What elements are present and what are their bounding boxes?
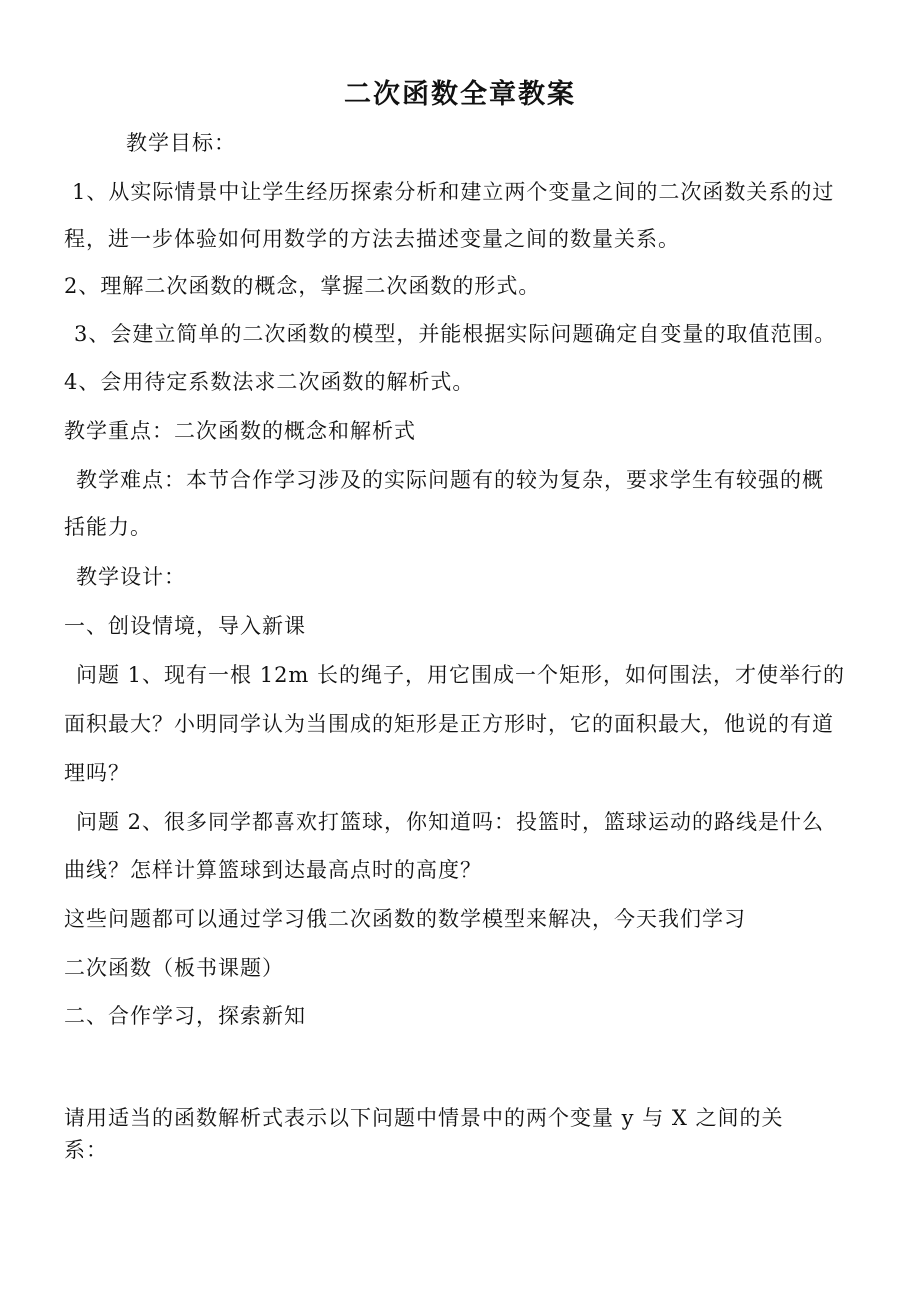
- text-line: 请用适当的函数解析式表示以下问题中情景中的两个变量 y 与 X 之间的关: [64, 1106, 784, 1130]
- text-line: 二、合作学习，探索新知: [64, 1004, 306, 1028]
- text-line: 一、创设情境，导入新课: [64, 614, 306, 638]
- text-line: 4、会用待定系数法求二次函数的解析式。: [64, 370, 475, 394]
- text-line: 问题 1、现有一根 12m 长的绳子，用它围成一个矩形，如何围法，才使举行的: [76, 663, 846, 687]
- text-line: 面积最大？小明同学认为当围成的矩形是正方形时，它的面积最大，他说的有道: [64, 712, 834, 736]
- text-line: 程，进一步体验如何用数学的方法去描述变量之间的数量关系。: [64, 227, 680, 251]
- text-line: 曲线？怎样计算篮球到达最高点时的高度？: [64, 858, 482, 882]
- document-title: 二次函数全章教案: [344, 79, 576, 110]
- text-line: 1、从实际情景中让学生经历探索分析和建立两个变量之间的二次函数关系的过: [72, 180, 835, 204]
- text-line: 理吗？: [64, 761, 130, 785]
- text-line: 教学设计：: [76, 565, 186, 589]
- text-line: 括能力。: [64, 515, 152, 539]
- text-line: 3、会建立简单的二次函数的模型，并能根据实际问题确定自变量的取值范围。: [74, 322, 837, 346]
- text-line: 问题 2、很多同学都喜欢打篮球，你知道吗：投篮时，篮球运动的路线是什么: [76, 810, 825, 834]
- text-line: 二次函数（板书课题）: [64, 956, 284, 980]
- text-line: 教学目标：: [126, 131, 236, 155]
- text-line: 这些问题都可以通过学习俄二次函数的数学模型来解决，今天我们学习: [64, 907, 746, 931]
- text-line: 教学重点：二次函数的概念和解析式: [64, 419, 416, 443]
- text-line: 教学难点：本节合作学习涉及的实际问题有的较为复杂，要求学生有较强的概: [76, 468, 824, 492]
- text-line: 2、理解二次函数的概念，掌握二次函数的形式。: [64, 274, 541, 298]
- text-line: 系：: [64, 1138, 108, 1162]
